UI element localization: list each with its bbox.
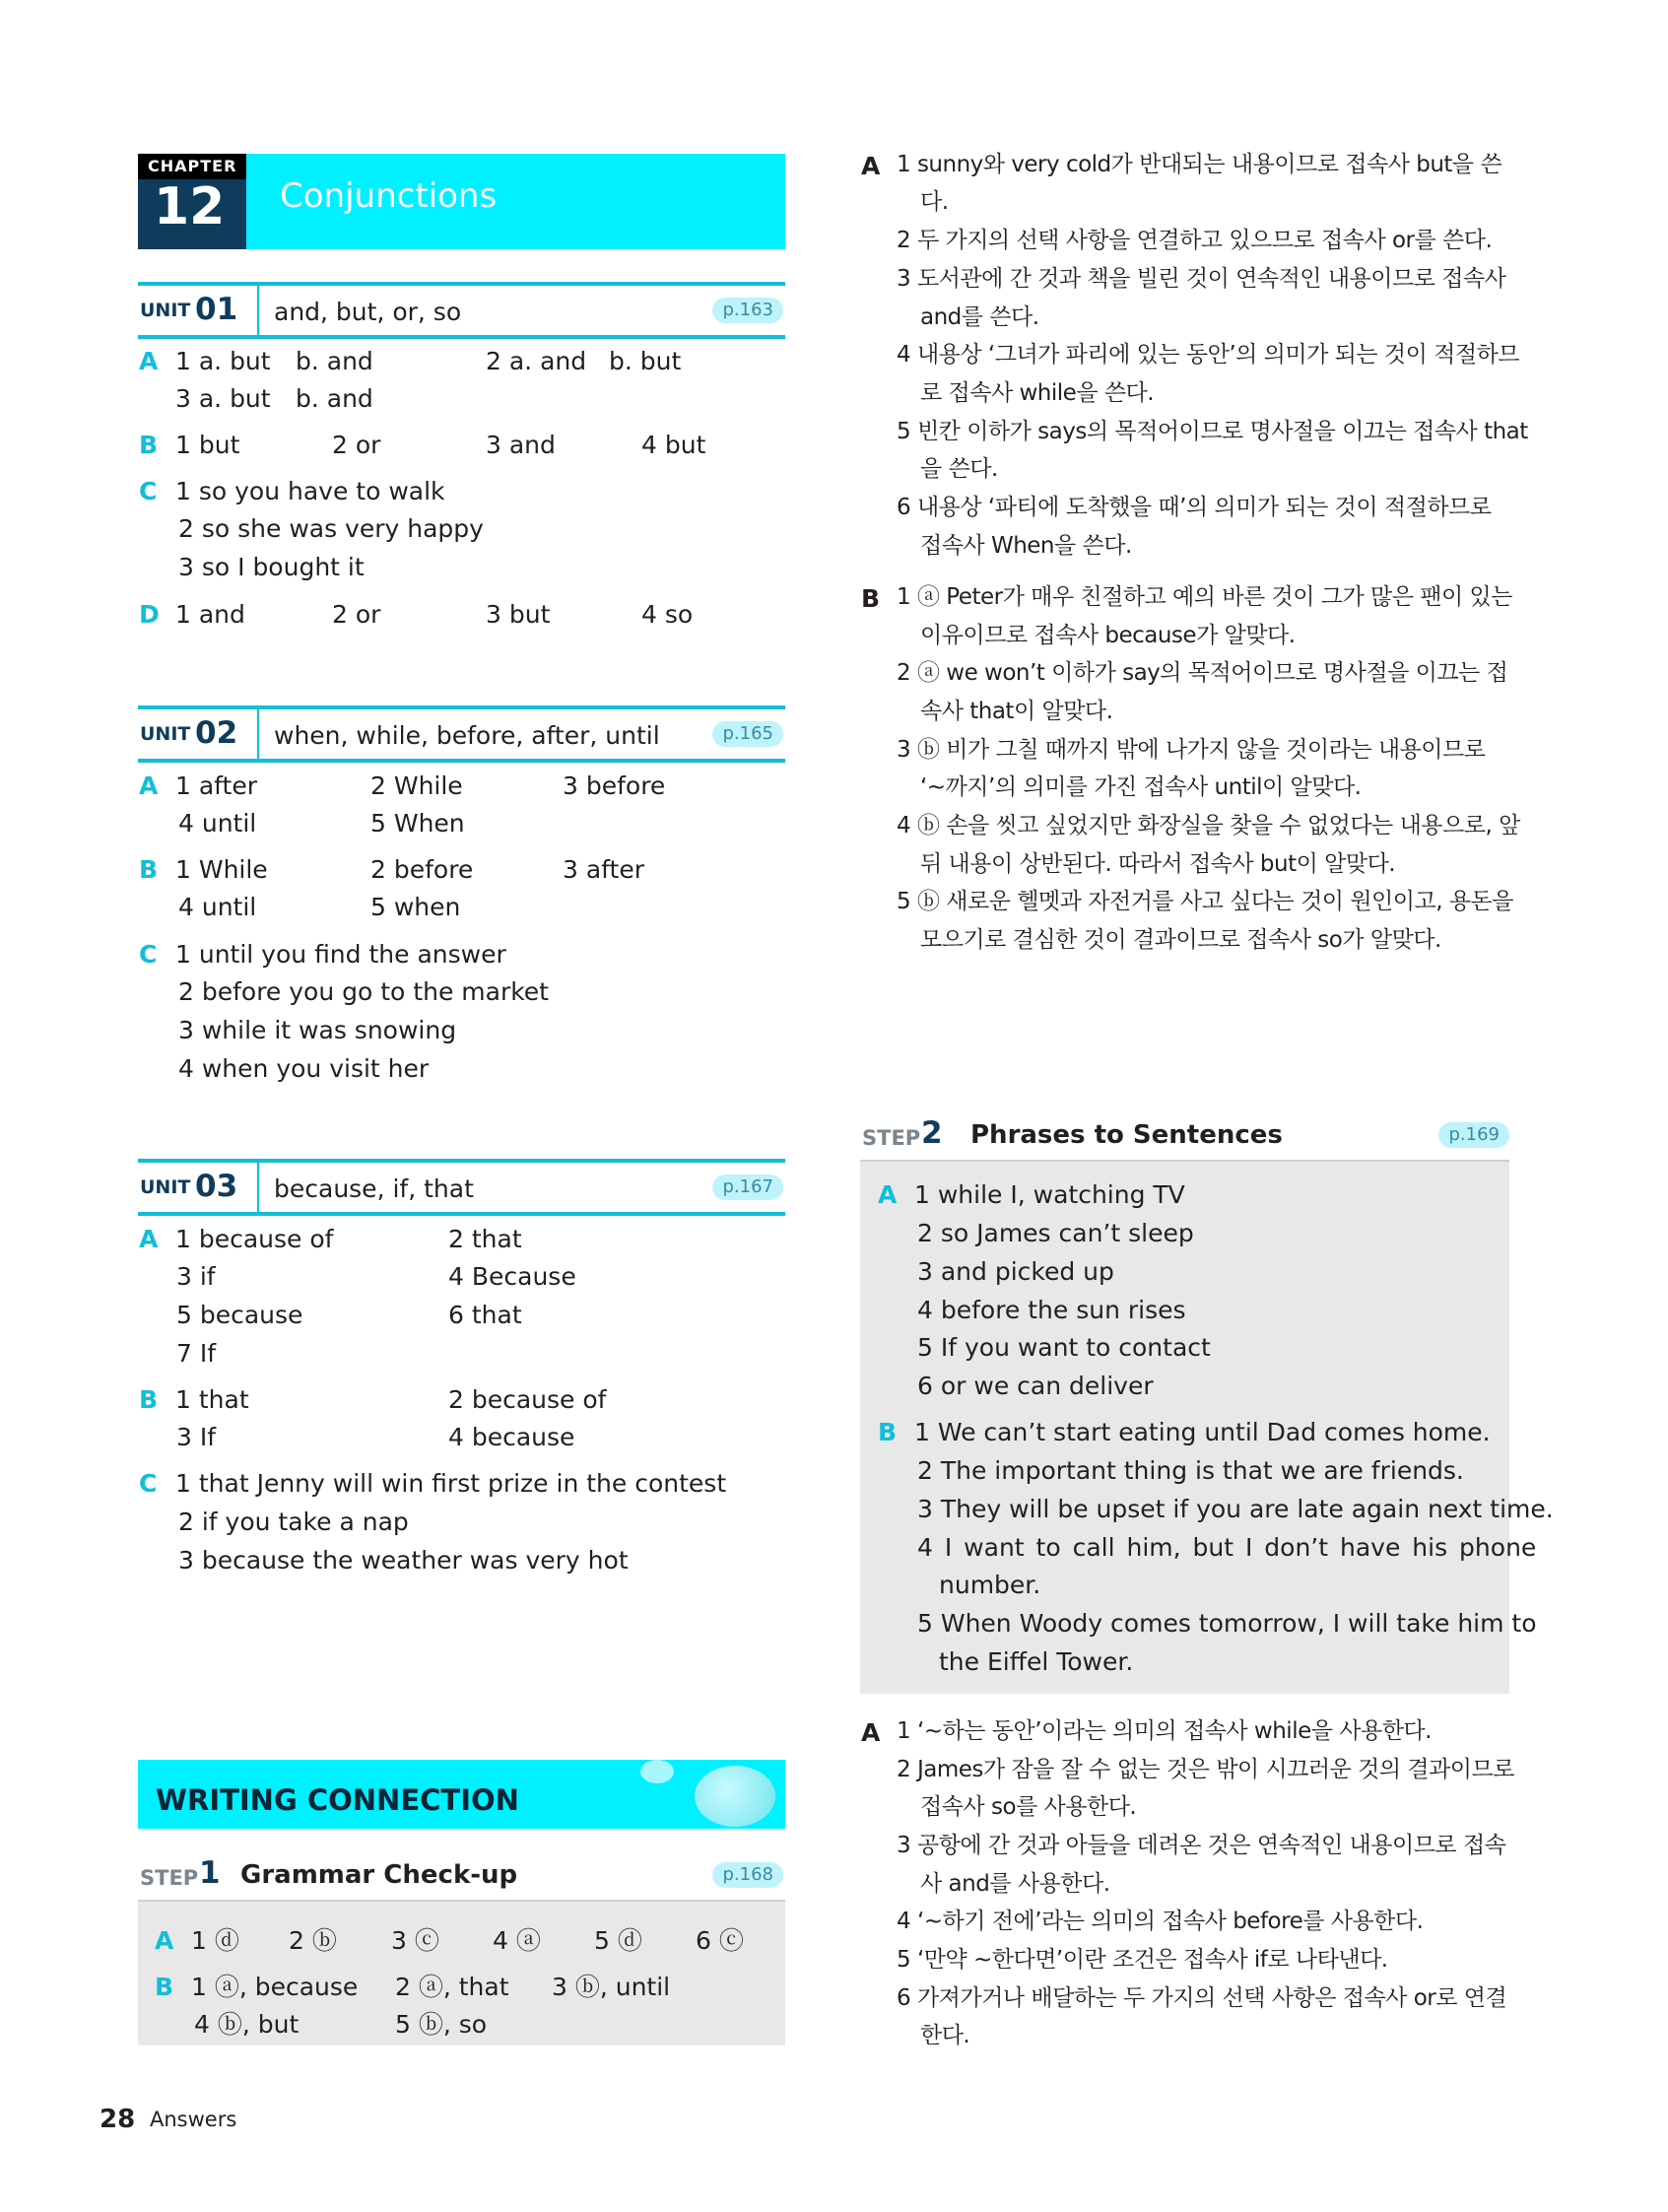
answer-item: 1 While [175, 855, 268, 884]
chapter-label: CHAPTER [148, 157, 237, 175]
answer-item: 3 a. but [175, 384, 271, 413]
answer-item: 3 after [563, 855, 644, 884]
page-ref-badge: p.168 [712, 1862, 783, 1888]
answer-item: 5 because [176, 1301, 303, 1329]
answer-item: 5 ⓑ, so [395, 2010, 488, 2039]
answer-item: 4 ⓑ, but [194, 2010, 300, 2039]
explanation-line: 다. [920, 189, 949, 215]
answer-item: 1 ⓐ, because [191, 1973, 359, 2001]
page-ref-badge: p.167 [712, 1174, 783, 1200]
section-label-a: A [139, 347, 159, 375]
explanation-line: and를 쓴다. [920, 304, 1039, 330]
unit-title: when, while, before, after, until [274, 721, 660, 750]
page-ref-badge: p.165 [712, 721, 783, 747]
section-label-d: D [139, 600, 160, 629]
section-label-b: B [139, 855, 159, 884]
explanation-line: 뒤 내용이 상반된다. 따라서 접속사 but이 알맞다. [920, 851, 1396, 877]
explanation-line: 4 내용상 ‘그녀가 파리에 있는 동안’의 의미가 되는 것이 적절하므 [897, 342, 1520, 368]
unit-03-header [138, 1159, 785, 1216]
unit-separator [257, 286, 259, 335]
unit-number: 01 [195, 292, 238, 327]
chapter-header [138, 154, 785, 249]
answer-line: 3 They will be upset if you are late again next time. [917, 1495, 1554, 1523]
explanation-line: 6 가져가거나 배달하는 두 가지의 선택 사항은 접속사 or로 연결 [897, 1985, 1507, 2011]
explanation-line: 2 ⓐ we won’t 이하가 say의 목적어이므로 명사절을 이끄는 접 [897, 660, 1508, 686]
writing-connection-title: WRITING CONNECTION [156, 1783, 519, 1817]
explanation-line: 2 두 가지의 선택 사항을 연결하고 있으므로 접속사 or를 쓴다. [897, 228, 1493, 253]
answer-item: 4 because [448, 1423, 575, 1451]
explanation-line: 5 ‘만약 ~한다면’이란 조건은 접속사 if로 나타낸다. [897, 1947, 1388, 1973]
answer-line: the Eiffel Tower. [939, 1647, 1134, 1676]
answer-item: 3 but [486, 600, 551, 629]
explanation-line: 5 ⓑ 새로운 헬멧과 자전거를 사고 싶다는 것이 원인이고, 용돈을 [897, 889, 1513, 914]
explanation-line: 2 James가 잠을 잘 수 없는 것은 밖이 시끄러운 것의 결과이므로 [897, 1757, 1514, 1782]
answer-item: 3 ⓑ, until [552, 1973, 671, 2001]
writing-connection-banner [138, 1760, 785, 1829]
explanation-line: 이유이므로 접속사 because가 알맞다. [920, 623, 1296, 648]
answer-item: 1 ⓓ [191, 1926, 239, 1955]
section-label-a: A [878, 1180, 898, 1209]
section-label-c: C [139, 1469, 158, 1498]
section-label-a: A [155, 1926, 174, 1955]
answer-item: b. but [609, 347, 682, 375]
step-title: Grammar Check-up [240, 1860, 518, 1890]
answer-item: 1 so you have to walk [175, 477, 445, 505]
explanation-line: 1 sunny와 very cold가 반대되는 내용이므로 접속사 but을 쓴 [897, 152, 1502, 177]
unit-number: 02 [195, 715, 238, 751]
explanation-line: 속사 that이 알맞다. [920, 699, 1113, 724]
step-2-header [860, 1116, 1509, 1160]
answer-item: 2 before you go to the market [178, 977, 549, 1006]
page-ref-badge: p.169 [1438, 1122, 1509, 1148]
answer-item: 2 or [332, 600, 381, 629]
answer-item: 6 that [448, 1301, 522, 1329]
explanation-line: 로 접속사 while을 쓴다. [920, 380, 1155, 406]
answer-item: 5 When [370, 809, 465, 838]
chapter-title: Conjunctions [280, 176, 498, 216]
step-number: 2 [921, 1115, 943, 1151]
explanation-line: 4 ⓑ 손을 씻고 싶었지만 화장실을 찾을 수 없었다는 내용으로, 앞 [897, 813, 1520, 838]
answer-item: 6 ⓒ [696, 1926, 744, 1955]
answer-item: 6 or we can deliver [917, 1372, 1154, 1400]
answer-line: 2 The important thing is that we are friends. [917, 1456, 1464, 1485]
section-label-b: B [861, 584, 881, 613]
page-ref-badge: p.163 [712, 298, 783, 323]
answer-item: b. and [296, 384, 373, 413]
answer-item: 3 because the weather was very hot [178, 1546, 629, 1575]
answer-item: 2 ⓐ, that [395, 1973, 509, 2001]
answer-item: 2 or [332, 431, 381, 459]
answer-item: 2 before [370, 855, 474, 884]
answer-item: 4 before the sun rises [917, 1296, 1186, 1324]
explanation-line: 사 and를 사용한다. [920, 1871, 1110, 1897]
section-label-a: A [861, 152, 881, 180]
step-label: STEP [862, 1126, 921, 1150]
answer-item: b. and [296, 347, 373, 375]
answer-item: 5 If you want to contact [917, 1333, 1211, 1362]
answer-item: 7 If [176, 1339, 217, 1368]
answer-item: 1 that [175, 1385, 249, 1414]
unit-title: because, if, that [274, 1174, 474, 1203]
section-label-b: B [139, 1385, 159, 1414]
answer-item: 4 until [178, 809, 257, 838]
step-label: STEP [140, 1866, 199, 1890]
step-title: Phrases to Sentences [970, 1120, 1283, 1150]
answer-item: 3 and [486, 431, 556, 459]
explanation-line: 모으기로 결심한 것이 결과이므로 접속사 so가 알맞다. [920, 927, 1441, 953]
answer-item: 1 and [175, 600, 245, 629]
decorative-bubble [695, 1766, 775, 1827]
answer-item: 2 so she was very happy [178, 514, 484, 543]
section-label-a: A [139, 1225, 159, 1253]
answer-item: 1 after [175, 771, 257, 800]
unit-02-header [138, 705, 785, 763]
explanation-line: 3 공항에 간 것과 아들을 데려온 것은 연속적인 내용이므로 접속 [897, 1833, 1506, 1858]
answer-line: 4 I want to call him, but I don’t have his phone [917, 1533, 1537, 1562]
unit-01-header [138, 282, 785, 339]
answer-item: 3 If [176, 1423, 217, 1451]
step-1-header [138, 1856, 785, 1900]
answer-item: 2 because of [448, 1385, 607, 1414]
answer-item: 2 that [448, 1225, 522, 1253]
answer-item: 5 ⓓ [594, 1926, 642, 1955]
explanation-line: 6 내용상 ‘파티에 도착했을 때’의 의미가 되는 것이 적절하므로 [897, 495, 1492, 520]
answer-item: 2 so James can’t sleep [917, 1219, 1194, 1247]
answer-item: 3 so I bought it [178, 553, 365, 581]
unit-number: 03 [195, 1169, 238, 1204]
unit-separator [257, 1163, 259, 1212]
explanation-line: 접속사 When을 쓴다. [920, 533, 1132, 559]
answer-item: 3 before [563, 771, 666, 800]
section-label-b: B [139, 431, 159, 459]
answer-item: 2 if you take a nap [178, 1508, 409, 1536]
decorative-bubble-small [640, 1760, 674, 1783]
section-label-c: C [139, 477, 158, 505]
answer-item: 1 while I, watching TV [914, 1180, 1185, 1209]
answer-item: 3 if [176, 1262, 216, 1291]
section-label-c: C [139, 940, 158, 969]
footer-page-number: 28 [100, 2105, 136, 2134]
section-label-a: A [861, 1718, 881, 1747]
unit-separator [257, 709, 259, 759]
answer-item: 3 ⓒ [391, 1926, 439, 1955]
answer-item: 5 when [370, 893, 461, 921]
unit-title: and, but, or, so [274, 298, 462, 326]
explanation-line: 5 빈칸 이하가 says의 목적어이므로 명사절을 이끄는 접속사 that [897, 419, 1528, 444]
explanation-line: 접속사 so를 사용한다. [920, 1794, 1137, 1820]
answer-line: 1 We can’t start eating until Dad comes home. [914, 1418, 1491, 1446]
explanation-line: 한다. [920, 2023, 970, 2048]
answer-item: 2 ⓑ [289, 1926, 337, 1955]
answer-item: 1 because of [175, 1225, 334, 1253]
answer-item: 2 a. and [486, 347, 587, 375]
explanation-line: 3 ⓑ 비가 그칠 때까지 밖에 나가지 않을 것이라는 내용이므로 [897, 737, 1486, 763]
explanation-line: 3 도서관에 간 것과 책을 빌린 것이 연속적인 내용이므로 접속사 [897, 266, 1506, 292]
explanation-line: ‘~까지’의 의미를 가진 접속사 until이 알맞다. [920, 774, 1362, 800]
explanation-line: 1 ‘~하는 동안’이라는 의미의 접속사 while을 사용한다. [897, 1718, 1432, 1744]
unit-label: UNIT [140, 723, 191, 745]
footer-label: Answers [150, 2108, 237, 2131]
section-label-b: B [878, 1418, 898, 1446]
explanation-line: 4 ‘~하기 전에’라는 의미의 접속사 before를 사용한다. [897, 1909, 1424, 1934]
answer-item: 1 until you find the answer [175, 940, 506, 969]
answer-line: number. [939, 1571, 1041, 1599]
answer-line: 5 When Woody comes tomorrow, I will take him to [917, 1609, 1537, 1638]
answer-item: 4 until [178, 893, 257, 921]
answer-item: 3 and picked up [917, 1257, 1114, 1286]
answer-item: 2 While [370, 771, 463, 800]
answer-item: 4 so [641, 600, 694, 629]
answer-item: 4 Because [448, 1262, 576, 1291]
unit-label: UNIT [140, 1176, 191, 1198]
answer-item: 1 but [175, 431, 240, 459]
answer-item: 1 that Jenny will win first prize in the contest [175, 1469, 727, 1498]
chapter-number: 12 [154, 177, 226, 236]
answer-item: 1 a. but [175, 347, 271, 375]
answer-item: 3 while it was snowing [178, 1016, 457, 1044]
step-number: 1 [199, 1855, 221, 1891]
answer-item: 4 but [641, 431, 706, 459]
unit-label: UNIT [140, 300, 191, 321]
section-label-b: B [155, 1973, 174, 2001]
answer-item: 4 ⓐ [493, 1926, 541, 1955]
explanation-line: 1 ⓐ Peter가 매우 친절하고 예의 바른 것이 그가 많은 팬이 있는 [897, 584, 1512, 610]
section-label-a: A [139, 771, 159, 800]
explanation-line: 을 쓴다. [920, 456, 998, 482]
answer-item: 4 when you visit her [178, 1054, 430, 1083]
